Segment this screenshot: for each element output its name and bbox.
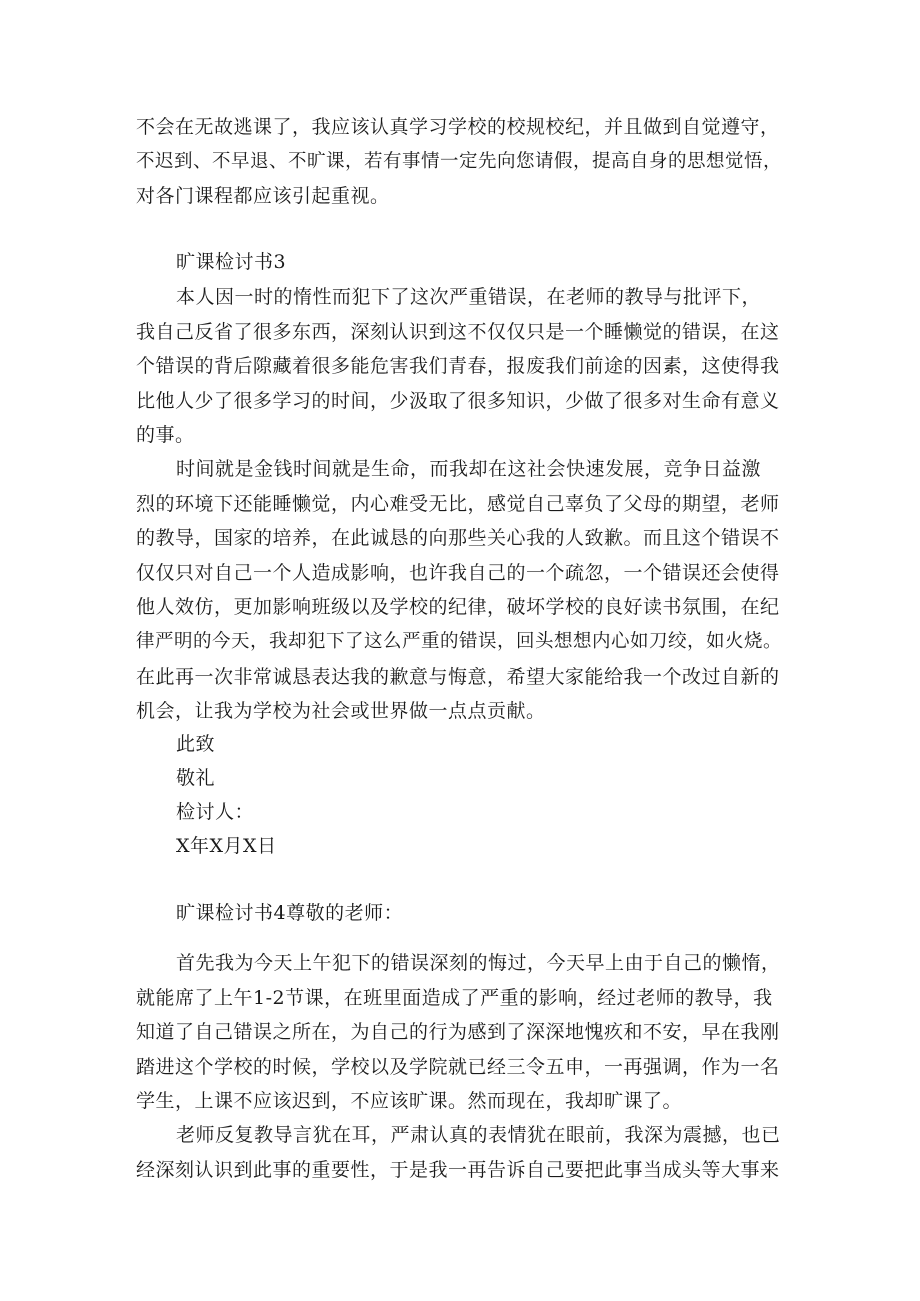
section3-paragraph-1 bbox=[136, 280, 786, 453]
section4-paragraph-2 bbox=[136, 1118, 786, 1187]
section3-paragraph-2 bbox=[136, 452, 786, 729]
section3-heading: 旷课检讨书3 bbox=[176, 251, 287, 273]
text-line: 机会，让我为学校为社会或世界做一点点贡献。 bbox=[136, 700, 546, 723]
text-line: 经深刻认识到此事的重要性，于是我一再告诉自己要把此事当成头等大事来 bbox=[136, 1158, 780, 1181]
text-line: 在此再一次非常诚恳表达我的歉意与悔意，希望大家能给我一个改过自新的 bbox=[136, 665, 780, 688]
text-line: 的教导，国家的培养，在此诚恳的向那些关心我的人致歉。而且这个错误不 bbox=[136, 527, 780, 550]
text-line: 我自己反省了很多东西，深刻认识到这不仅仅只是一个睡懒觉的错误，在这 bbox=[136, 320, 780, 343]
text-line: 他人效仿，更加影响班级以及学校的纪律，破坏学校的良好读书氛围，在纪 bbox=[136, 596, 780, 619]
text-line: 首先我为今天上午犯下的错误深刻的悔过，今天早上由于自己的懒惰， bbox=[176, 952, 781, 974]
text-line: 烈的环境下还能睡懒觉，内心难受无比，感觉自己辜负了父母的期望，老师 bbox=[136, 492, 780, 515]
closing-salutation: 此致 bbox=[176, 733, 216, 755]
date-line: X年X月X日 bbox=[176, 835, 277, 857]
text-line: 时间就是金钱时间就是生命，而我却在这社会快速发展，竞争日益激 bbox=[176, 458, 762, 480]
text-line: 踏进这个学校的时候，学校以及学院就已经三令五申，一再强调，作为一名 bbox=[136, 1055, 780, 1078]
text-line: 个错误的背后隙藏着很多能危害我们青春，报废我们前途的因素，这使得我 bbox=[136, 355, 780, 378]
text-line: 知道了自己错误之所在，为自己的行为感到了深深地愧疚和不安，早在我刚 bbox=[136, 1021, 780, 1044]
section4-heading: 旷课检讨书4尊敬的老师： bbox=[176, 902, 404, 924]
text-line: 本人因一时的惰性而犯下了这次严重错误，在老师的教导与批评下， bbox=[176, 286, 762, 308]
text-line: 对各门课程都应该引起重视。 bbox=[136, 185, 390, 208]
text-line: 不会在无故逃课了，我应该认真学习学校的校规校纪，并且做到自觉遵守， bbox=[136, 116, 780, 138]
text-line: 不迟到、不早退、不旷课，若有事情一定先向您请假，提高自身的思想觉悟， bbox=[136, 150, 783, 172]
text-line: 比他人少了很多学习的时间，少汲取了很多知识，少做了很多对生命有意义 bbox=[136, 389, 780, 412]
text-line: 的事。 bbox=[136, 424, 195, 447]
text-line: 仅仅只对自己一个人造成影响，也许我自己的一个疏忽，一个错误还会使得 bbox=[136, 561, 780, 584]
text-line: 律严明的今天，我却犯下了这么严重的错误，回头想想内心如刀绞，如火烧。 bbox=[136, 630, 783, 652]
closing-regards: 敬礼 bbox=[176, 767, 216, 789]
section4-paragraph-1 bbox=[136, 946, 786, 1119]
text-line: 学生，上课不应该迟到，不应该旷课。然而现在，我却旷课了。 bbox=[136, 1090, 683, 1113]
top-paragraph bbox=[136, 110, 786, 214]
text-line: 老师反复教导言犹在耳，严肃认真的表情犹在眼前，我深为震撼，也已 bbox=[176, 1124, 781, 1146]
signer-label: 检讨人： bbox=[176, 801, 255, 823]
text-line: 就能席了上午1-2节课，在班里面造成了严重的影响，经过老师的教导，我 bbox=[136, 986, 773, 1009]
